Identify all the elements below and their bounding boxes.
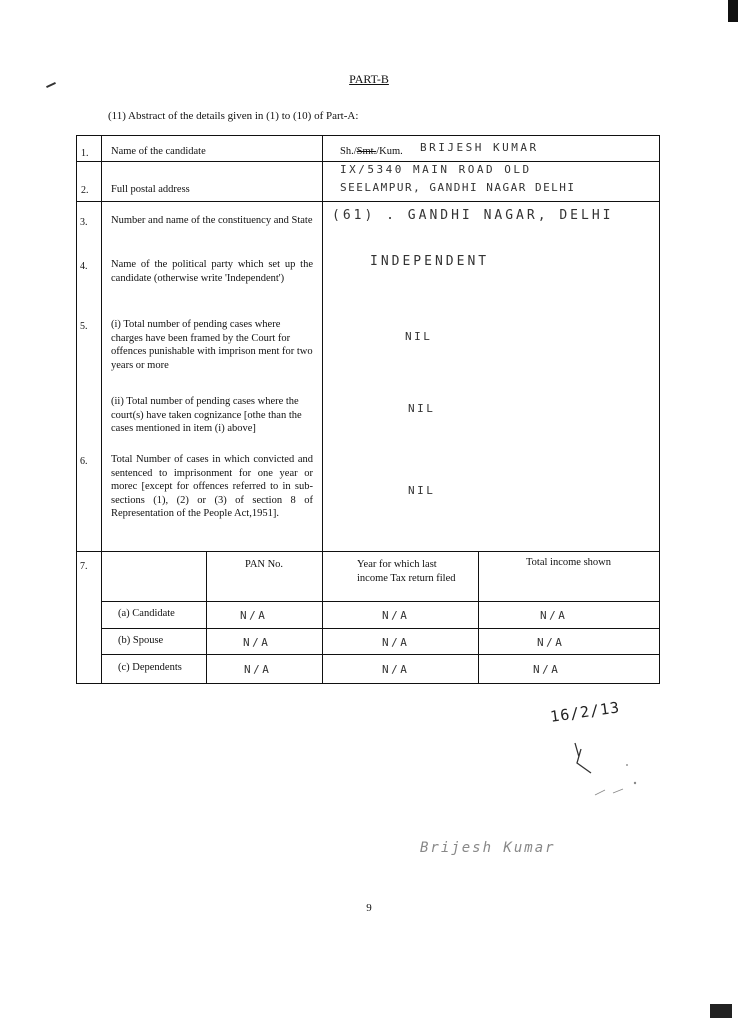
convictions-value: NIL — [408, 484, 436, 497]
pending-cases-cognizance-label: (ii) Total number of pending cases where the court(s) have taken cognizance [othe than the cases mentioned in item (i) above] — [111, 396, 302, 434]
row-number: 3. — [80, 217, 88, 228]
row-divider — [76, 161, 660, 162]
pan-column-header: PAN No. — [244, 559, 284, 570]
candidate-row-label: (a) Candidate — [118, 608, 175, 619]
dependents-income-value: N/A — [533, 663, 561, 676]
spouse-income-value: N/A — [537, 636, 565, 649]
pending-cases-cognizance-value: NIL — [408, 402, 436, 415]
page-number: 9 — [366, 902, 372, 914]
income-column-header: Total income shown — [526, 557, 611, 568]
row-number: 5. — [80, 321, 88, 332]
table-border-bottom — [76, 683, 660, 684]
column-divider — [478, 551, 479, 684]
spouse-year-value: N/A — [382, 636, 410, 649]
constituency-label: Number and name of the constituency and State — [111, 215, 313, 226]
scan-edge-mark — [728, 0, 738, 22]
table-border-right — [659, 135, 660, 684]
column-divider — [322, 135, 323, 684]
row-number: 1. — [81, 148, 89, 159]
row-divider — [101, 628, 660, 629]
political-party-value: INDEPENDENT — [370, 254, 490, 269]
table-border-top — [76, 135, 660, 136]
row-number: 7. — [80, 561, 88, 572]
row-divider — [76, 551, 660, 552]
handwritten-scribble — [565, 735, 645, 805]
year-column-header: Year for which last income Tax return filed — [357, 559, 456, 584]
row-number: 2. — [81, 185, 89, 196]
abstract-caption: (11) Abstract of the details given in (1) to (10) of Part-A: — [108, 110, 359, 122]
signature: Brijesh Kumar — [420, 840, 556, 856]
spouse-pan-value: N/A — [243, 636, 271, 649]
dependents-pan-value: N/A — [244, 663, 272, 676]
postal-address-line1: IX/5340 MAIN ROAD OLD — [340, 163, 532, 176]
candidate-name-label: Name of the candidate — [111, 146, 206, 157]
pending-cases-framed-label: (i) Total number of pending cases where charges have been framed by the Court for offences punishable with imprison ment for two years or more — [111, 319, 313, 371]
dependents-year-value: N/A — [382, 663, 410, 676]
spouse-row-label: (b) Spouse — [118, 635, 164, 646]
scan-corner-mark — [710, 1004, 732, 1018]
row-divider — [101, 654, 660, 655]
column-divider — [101, 135, 102, 684]
page-heading: PART-B — [349, 72, 389, 86]
candidate-name-value: BRIJESH KUMAR — [420, 141, 539, 154]
political-party-label: Name of the political party which set up the candidate (otherwise write 'Independent') — [111, 259, 313, 284]
constituency-value: (61) . GANDHI NAGAR, DELHI — [332, 208, 614, 223]
row-number: 4. — [80, 261, 88, 272]
convictions-label: Total Number of cases in which convicted and sentenced to imprisonment for one year or morec [except for offences referred to in sub-sections (1), (2) or (3) of section 8 of Representation of the People Act,1951]. — [111, 454, 313, 519]
candidate-pan-value: N/A — [240, 609, 268, 622]
dependents-row-label: (c) Dependents — [118, 662, 182, 673]
pending-cases-framed-value: NIL — [405, 330, 433, 343]
row-number: 6. — [80, 456, 88, 467]
handwritten-date: 16/2/13 — [549, 698, 622, 726]
table-border-left — [76, 135, 77, 684]
row-divider — [76, 201, 660, 202]
postal-address-line2: SEELAMPUR, GANDHI NAGAR DELHI — [340, 181, 576, 194]
title-prefix: Sh./Smt./Kum. — [340, 146, 403, 157]
candidate-income-value: N/A — [540, 609, 568, 622]
postal-address-label: Full postal address — [111, 184, 190, 195]
candidate-year-value: N/A — [382, 609, 410, 622]
row-divider — [101, 601, 660, 602]
